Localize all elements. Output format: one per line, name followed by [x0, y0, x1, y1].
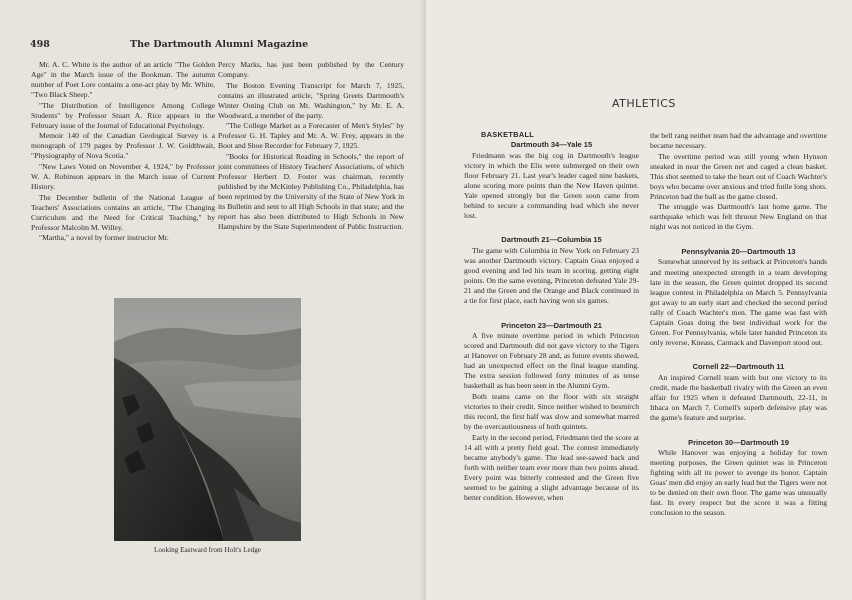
paragraph: "The Distribution of Intelligence Among College Students" by Professor Stuart A. Rice appears in the February issue of the Journal of Educational Psychology.: [31, 100, 215, 130]
paragraph: The game with Columbia in New York on February 23 was another Dartmouth victory. Captain Goas enjoyed a good evening and led his team in scoring, getting eight points. On the same evening, Princeton defeated Yale 29-21 and the Green and the Orange and Black continued in a tie for first place, each having won six games.: [464, 245, 639, 306]
paragraph: Somewhat unnerved by its setback at Princeton's hands and meeting unexpected strength in a team developing late in the season, the Green quintet dropped its second league contest in Philadelphia on March 5. Pennsylvania got away to an early start and checked the second period rally of Coach Wachter's men. The game was fast with Captain Goas doing the best individual work for the Green. For Pennsylvania, while later handed Princeton its only reverse, Kneass, Carmack and Davenport stood out.: [650, 257, 827, 347]
section-title: ATHLETICS: [612, 97, 676, 110]
left-column-1: [31, 60, 215, 244]
paragraph: Early in the second period, Friedmann tied the score at 14 all with a pretty field goal. The contest immediately became anybody's game. The lead see-sawed back and forth with neither team ever more than two points ahead. Every point was bitterly contested and the Green five seemed to be gaining a slight advantage because of its better condition. However, when: [464, 432, 639, 502]
paragraph: Friedmann was the big cog in Dartmouth's league victory in which the Elis were submerged on their own floor February 21. Last year's leader caged nine baskets, alone scoring more points than the New Haven quintet. Yale opened strongly but the Green soon came from behind to secure a commanding lead which she never lost.: [464, 150, 639, 220]
paragraph: Both teams came on the floor with six straight victories to their credit. Since neither wished to besmirch this record, the first half was slow and somewhat marred by the overcautiousness of both quintets.: [464, 391, 639, 432]
paragraph: "Martha," a novel by former instructor Mr.: [39, 233, 169, 243]
paragraph: The Boston Evening Transcript for March 7, 1925, contains an illustrated article, "Spring Greets Dartmouth's Winter Outing Club on Mt. Washington," by Mr. E. A. Woodward, a member of the party.: [218, 80, 404, 120]
game-heading: Princeton 23—Dartmouth 21: [501, 320, 602, 330]
magazine-title: The Dartmouth Alumni Magazine: [130, 39, 309, 50]
paragraph: The overtime period was still young when Hynson sneaked in near the Green net and caged a clean basket. This shot seemed to take the heart out of Coach Wachter's boys who became over anxious and tried futile long shots. Princeton had the ball as the game closed.: [650, 151, 827, 201]
game-heading: Princeton 30—Dartmouth 19: [688, 437, 789, 447]
game-heading: Pennsylvania 20—Dartmouth 13: [681, 246, 796, 256]
right-column-2: [650, 131, 827, 519]
page-number: 498: [30, 39, 50, 50]
paragraph: While Hanover was enjoying a holiday for town meeting purposes, the Green quintet was in Princeton fighting with all its power to avenge its honor. Captain Goas' men did enjoy an early lead but the Tigers were not to be denied on their own floor. The game was unusually fast. In every respect but the score it was a fitting conclusion to the season.: [650, 448, 827, 518]
sport-heading-text: BASKETBALL: [481, 130, 535, 139]
game-heading: Dartmouth 21—Columbia 15: [501, 235, 602, 245]
paragraph: Mr. A. C. White is the author of an article "The Golden Age" in the March issue of the Bookman. The autumn number of Poet Lore contains a one-act play by Mr. White, "Two Black Sheep.": [31, 60, 215, 100]
game-heading: Dartmouth 34—Yale 15: [510, 140, 593, 149]
paragraph: Percy Marks, has just been published by the Century Company.: [218, 60, 404, 80]
sport-heading: [481, 130, 631, 139]
paragraph: A five minute overtime period in which Princeton scored and Dartmouth did not gave victory to the Tigers at Hanover on February 28 and, as future events showed, had an unexpected effect on the final league standing. The extra session followed forty minutes of as tense basketball as has been seen in the Alumni Gym.: [464, 331, 639, 391]
paragraph: "The College Market as a Forecaster of Men's Styles" by Professor G. H. Tapley and Mr. A. W. Frey, appears in the Boot and Shoe Recorder for February 7, 1925.: [218, 121, 404, 151]
paragraph: The December bulletin of the National League of Teachers' Associations contains an article, "The Changing Curriculum and the Need for Critical Teaching," by Professor Malcolm M. Willey.: [31, 192, 215, 232]
paragraph: "Books for Historical Reading in Schools," the report of joint committees of History Teachers' Associations, of which Professor Herbert D. Foster was chairman, recently published by the McKinley Publishing Co., Philadelphia, has been reprinted by the University of the State of New York in its Bulletin and sent to all High Schools in that state; and the report has also been distributed to High Schools in New Hampshire by the State Superintendent of Public Instruction.: [218, 151, 404, 232]
photo-caption: Looking Eastward from Holt's Ledge: [153, 546, 262, 554]
paragraph: Memoir 140 of the Canadian Geological Survey is a monograph of 179 pages by Professor J. W. Goldthwait, "Physiography of Nova Scotia.": [31, 131, 215, 161]
running-head: [30, 39, 400, 51]
right-column-1: [464, 140, 639, 503]
paragraph: "New Laws Voted on November 4, 1924," by Professor W. A. Robinson appears in the March issue of Current History.: [31, 161, 215, 192]
paragraph: An inspired Cornell team with but one victory to its credit, made the basketball rivalry with the Green an even affair for 1925 when it defeated Dartmouth, 22-11, in Ithaca on March 7. Cornell's superb defensive play was the game's feature and surprise.: [650, 372, 827, 423]
game-heading: Cornell 22—Dartmouth 11: [692, 362, 785, 372]
left-column-2: [218, 60, 404, 233]
paragraph: The struggle was Dartmouth's last home game. The earthquake which was felt thruout New England on that night was not noticed in the Gym.: [650, 202, 827, 232]
paragraph: the bell rang neither team had the advantage and overtime became necessary.: [650, 131, 827, 151]
landscape-photo: [114, 298, 301, 541]
